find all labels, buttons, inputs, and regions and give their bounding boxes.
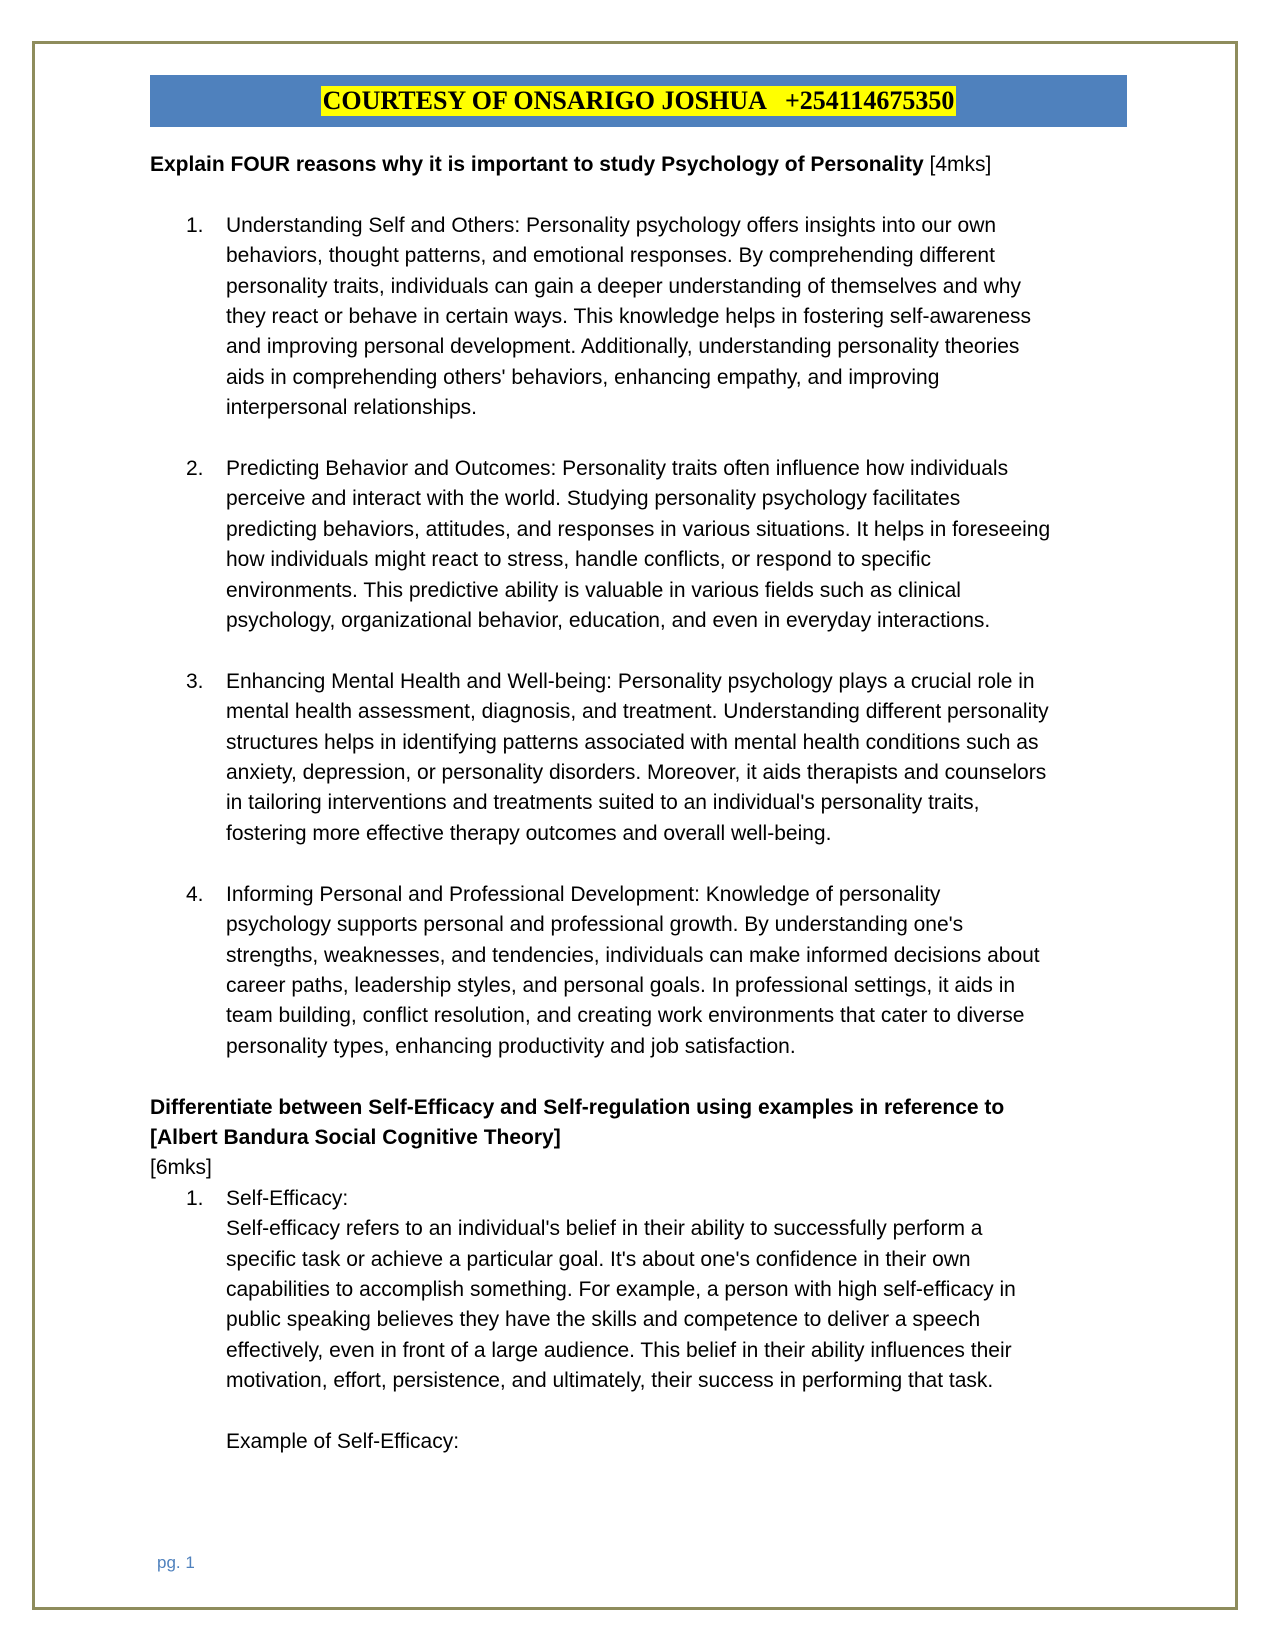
page-number: pg. 1 <box>157 1553 195 1572</box>
item-line: and improving personal development. Additionally, understanding personality theories <box>226 335 1020 359</box>
item-line: predicting behaviors, attitudes, and responses in various situations. It helps in foreseeing <box>226 517 1051 541</box>
item-line: specific task or achieve a particular goal. It's about one's confidence in their own <box>226 1247 971 1271</box>
item-line: motivation, effort, persistence, and ultimately, their success in performing that task. <box>226 1369 994 1393</box>
item-number: 1. <box>186 213 204 237</box>
item-line: aids in comprehending others' behaviors, enhancing empathy, and improving <box>226 365 940 389</box>
item-number: 4. <box>186 882 204 906</box>
item-line: personality types, enhancing productivity and job satisfaction. <box>226 1034 796 1058</box>
courtesy-text: COURTESY OF ONSARIGO JOSHUA +254114675350 <box>322 86 955 115</box>
question1-heading <box>150 150 1140 180</box>
courtesy-banner <box>150 75 1127 127</box>
item-line: career paths, leadership styles, and personal goals. In professional settings, it aids in <box>226 973 1016 997</box>
question1-marks: [4mks] <box>923 153 992 176</box>
question2-heading-line1: Differentiate between Self-Efficacy and Self-regulation using examples in reference to <box>150 1095 1005 1119</box>
item-line: psychology supports personal and professional growth. By understanding one's <box>226 913 964 937</box>
item-number: 1. <box>186 1186 204 1210</box>
item-line: Understanding Self and Others: Personality psychology offers insights into our own <box>226 213 997 237</box>
item-line: strengths, weaknesses, and tendencies, individuals can make informed decisions about <box>226 943 1040 967</box>
item-line: Predicting Behavior and Outcomes: Personality traits often influence how individuals <box>226 457 1009 481</box>
item-line: perceive and interact with the world. Studying personality psychology facilitates <box>226 487 961 511</box>
item-line: anxiety, depression, or personality disorders. Moreover, it aids therapists and counselors <box>226 761 1047 785</box>
item-line: interpersonal relationships. <box>226 396 477 420</box>
item-number: 3. <box>186 669 204 693</box>
item-line: personality traits, individuals can gain a deeper understanding of themselves and why <box>226 274 1021 298</box>
item-line: team building, conflict resolution, and creating work environments that cater to diverse <box>226 1004 1025 1028</box>
item-line: fostering more effective therapy outcomes and overall well-being. <box>226 821 832 845</box>
item-line: in tailoring interventions and treatments suited to an individual's personality traits, <box>226 791 980 815</box>
list-item <box>150 880 1140 1062</box>
item-number: 2. <box>186 457 204 481</box>
item-line: environments. This predictive ability is valuable in various fields such as clinical <box>226 578 961 602</box>
item-line: behaviors, thought patterns, and emotional responses. By comprehending different <box>226 244 995 268</box>
list-item <box>150 454 1140 636</box>
list-item <box>150 211 1140 424</box>
item-line: effectively, even in front of a large audience. This belief in their ability influences their <box>226 1338 1012 1362</box>
item-line: Self-efficacy refers to an individual's belief in their ability to successfully perform a <box>226 1217 983 1241</box>
item-title: Self-Efficacy: <box>226 1186 349 1210</box>
document-body <box>150 150 1140 1457</box>
question2-marks: [6mks] <box>150 1156 212 1180</box>
item-line: psychology, organizational behavior, education, and even in everyday interactions. <box>226 609 991 633</box>
self-efficacy-list <box>150 1184 1140 1458</box>
item-line: public speaking believes they have the skills and competence to deliver a speech <box>226 1308 981 1332</box>
list-item <box>150 667 1140 849</box>
item-line: how individuals might react to stress, handle conflicts, or respond to specific <box>226 548 932 572</box>
item-line: mental health assessment, diagnosis, and treatment. Understanding different personality <box>226 700 1049 724</box>
question2-heading-line2: [Albert Bandura Social Cognitive Theory] <box>150 1125 561 1149</box>
example-label: Example of Self-Efficacy: <box>226 1429 460 1453</box>
item-line: they react or behave in certain ways. This knowledge helps in fostering self-awareness <box>226 305 1032 329</box>
list-item <box>150 1184 1140 1458</box>
item-line: Informing Personal and Professional Development: Knowledge of personality <box>226 882 941 906</box>
item-line: Enhancing Mental Health and Well-being: Personality psychology plays a crucial role in <box>226 669 1035 693</box>
reasons-list <box>150 211 1140 1062</box>
question1-title: Explain FOUR reasons why it is important to study Psychology of Personality <box>150 153 924 176</box>
item-line: structures helps in identifying patterns associated with mental health conditions such as <box>226 730 1039 754</box>
item-line: capabilities to accomplish something. For example, a person with high self-efficacy in <box>226 1277 1016 1301</box>
